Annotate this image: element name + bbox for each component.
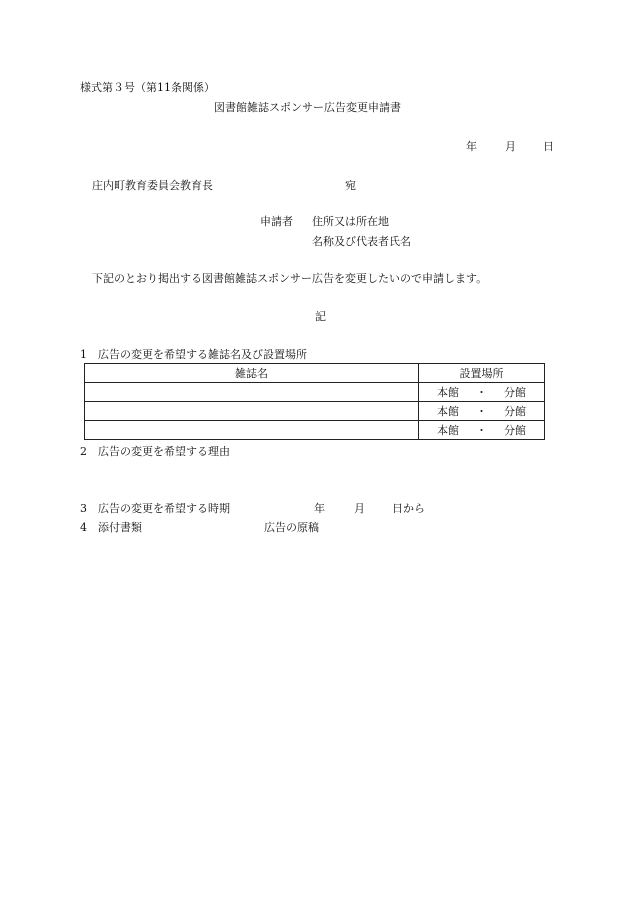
item4-label: 添付書類 xyxy=(98,521,142,534)
addressee-suffix: 宛 xyxy=(345,179,356,192)
item2-label: 広告の変更を希望する理由 xyxy=(98,445,230,458)
table-row xyxy=(85,421,545,440)
table-row xyxy=(85,383,545,402)
location-cell xyxy=(419,421,545,440)
magazine-cell[interactable] xyxy=(85,402,419,421)
item3-day-from: 日から xyxy=(392,502,425,515)
item3-number: 3 xyxy=(80,502,87,515)
date-year: 年 xyxy=(466,140,477,153)
magazine-cell[interactable] xyxy=(85,421,419,440)
date-day: 日 xyxy=(543,140,554,153)
item4-value: 広告の原稿 xyxy=(264,521,319,534)
header-magazine: 雑誌名 xyxy=(85,364,419,383)
applicant-address: 住所又は所在地 xyxy=(312,215,389,228)
item3-year: 年 xyxy=(314,502,325,515)
item1-number: 1 xyxy=(80,348,87,361)
item3-label: 広告の変更を希望する時期 xyxy=(98,502,230,515)
honkan-option: 本館 xyxy=(437,405,459,418)
location-cell xyxy=(419,383,545,402)
magazine-table xyxy=(84,363,545,440)
item4-number: 4 xyxy=(80,521,87,534)
bunkan-option: 分館 xyxy=(504,386,526,399)
table-row xyxy=(85,402,545,421)
header-location: 設置場所 xyxy=(419,364,545,383)
item3-month: 月 xyxy=(354,502,365,515)
separator-dot: ・ xyxy=(476,424,487,437)
table-header-row xyxy=(85,364,545,383)
item1-label: 広告の変更を希望する雑誌名及び設置場所 xyxy=(98,348,307,361)
honkan-option: 本館 xyxy=(437,424,459,437)
separator-dot: ・ xyxy=(476,405,487,418)
applicant-label: 申請者 xyxy=(260,215,293,228)
body-text: 下記のとおり掲出する図書館雑誌スポンサー広告を変更したいので申請します。 xyxy=(92,272,488,285)
document-title: 図書館雑誌スポンサー広告変更申請書 xyxy=(214,101,401,114)
date-month: 月 xyxy=(505,140,516,153)
location-cell xyxy=(419,402,545,421)
honkan-option: 本館 xyxy=(437,386,459,399)
addressee-name: 庄内町教育委員会教育長 xyxy=(92,179,213,192)
ki-heading: 記 xyxy=(315,310,326,323)
applicant-name: 名称及び代表者氏名 xyxy=(312,235,411,248)
separator-dot: ・ xyxy=(476,386,487,399)
magazine-cell[interactable] xyxy=(85,383,419,402)
bunkan-option: 分館 xyxy=(504,424,526,437)
bunkan-option: 分館 xyxy=(504,405,526,418)
form-label: 様式第３号（第11条関係） xyxy=(80,81,215,94)
item2-number: 2 xyxy=(80,445,87,458)
